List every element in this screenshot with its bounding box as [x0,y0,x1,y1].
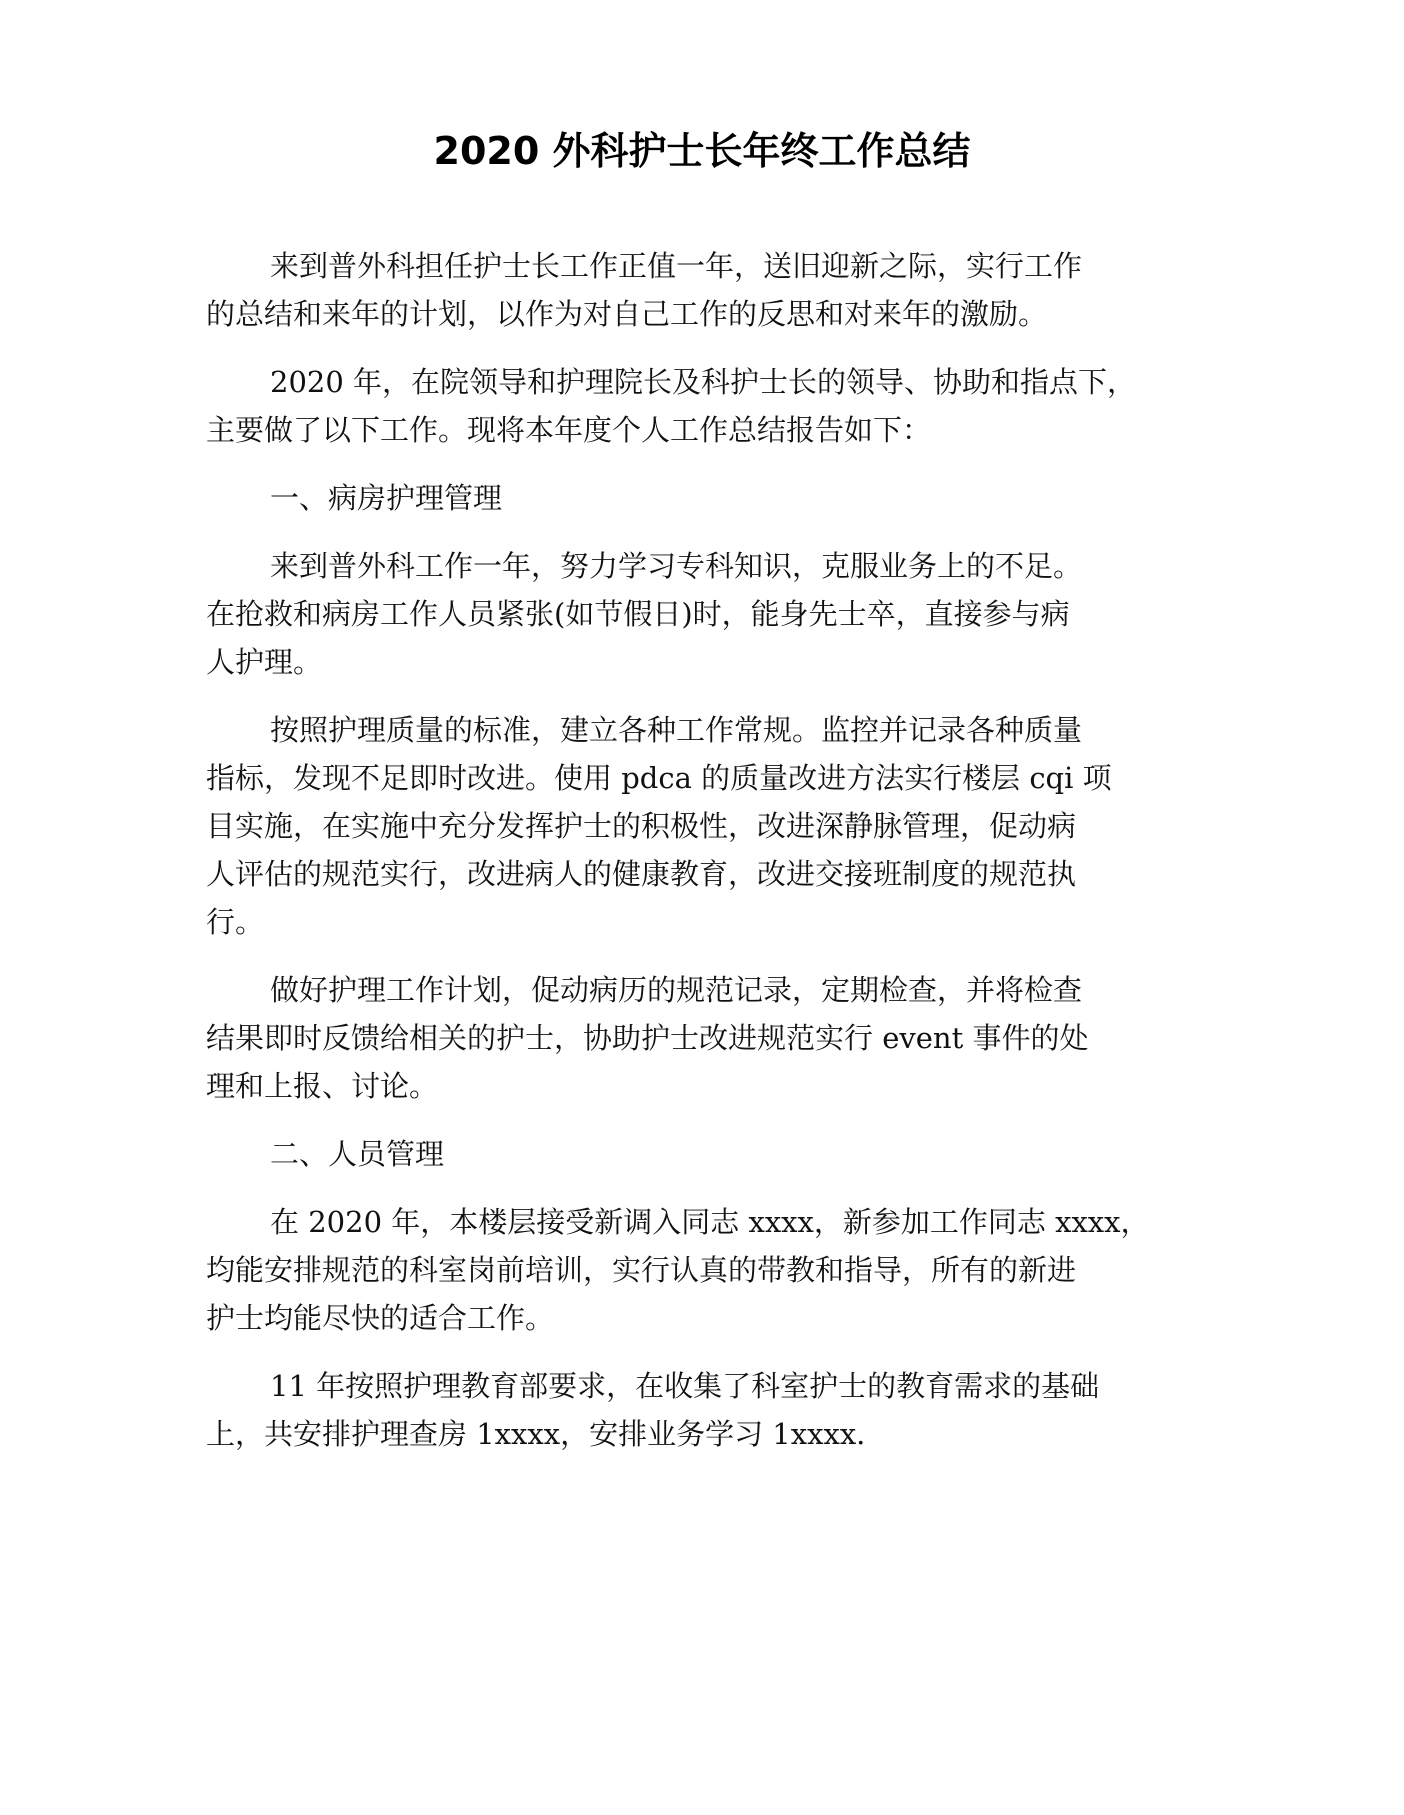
text-line: 行。 [206,905,265,939]
paragraph-ward-work [206,542,1236,686]
text-line: 来到普外科工作一年，努力学习专科知识，克服业务上的不足。 [270,549,1083,583]
text-line: 人护理。 [206,645,323,679]
text-line: 指标，发现不足即时改进。使用 pdca 的质量改进方法实行楼层 cqi 项 [206,761,1112,795]
text-line: 在 2020 年，本楼层接受新调入同志 xxxx，新参加工作同志 xxxx， [270,1205,1150,1239]
text-line: 11 年按照护理教育部要求，在收集了科室护士的教育需求的基础 [270,1369,1100,1403]
paragraph-overview [206,358,1236,454]
text-line: 结果即时反馈给相关的护士，协助护士改进规范实行 event 事件的处 [206,1021,1089,1055]
text-line: 做好护理工作计划，促动病历的规范记录，定期检查，并将检查 [270,973,1083,1007]
section-heading-staff-management [206,1130,1236,1178]
section-heading-ward-management [206,474,1236,522]
text-line: 在抢救和病房工作人员紧张(如节假日)时，能身先士卒，直接参与病 [206,597,1070,631]
text-line: 的总结和来年的计划，以作为对自己工作的反思和对来年的激励。 [206,297,1048,331]
text-line: 按照护理质量的标准，建立各种工作常规。监控并记录各种质量 [270,713,1083,747]
text-line: 人评估的规范实行，改进病人的健康教育，改进交接班制度的规范执 [206,857,1077,891]
text-line: 理和上报、讨论。 [206,1069,439,1103]
text-line: 目实施，在实施中充分发挥护士的积极性，改进深静脉管理，促动病 [206,809,1077,843]
section-heading: 二、人员管理 [270,1137,445,1171]
document-title: 2020 外科护士长年终工作总结 [433,129,971,173]
paragraph-intro [206,242,1236,338]
text-line: 2020 年，在院领导和护理院长及科护士长的领导、协助和指点下， [270,365,1137,399]
paragraph-nursing-plan [206,966,1236,1110]
text-line: 护士均能尽快的适合工作。 [206,1301,555,1335]
section-heading: 一、病房护理管理 [270,481,503,515]
paragraph-education [206,1362,1236,1458]
text-line: 来到普外科担任护士长工作正值一年，送旧迎新之际，实行工作 [270,249,1083,283]
text-line: 主要做了以下工作。现将本年度个人工作总结报告如下： [206,413,932,447]
text-line: 均能安排规范的科室岗前培训，实行认真的带教和指导，所有的新进 [206,1253,1077,1287]
paragraph-quality-standards [206,706,1236,946]
paragraph-new-staff [206,1198,1236,1342]
text-line: 上，共安排护理查房 1xxxx，安排业务学习 1xxxx. [206,1417,866,1451]
